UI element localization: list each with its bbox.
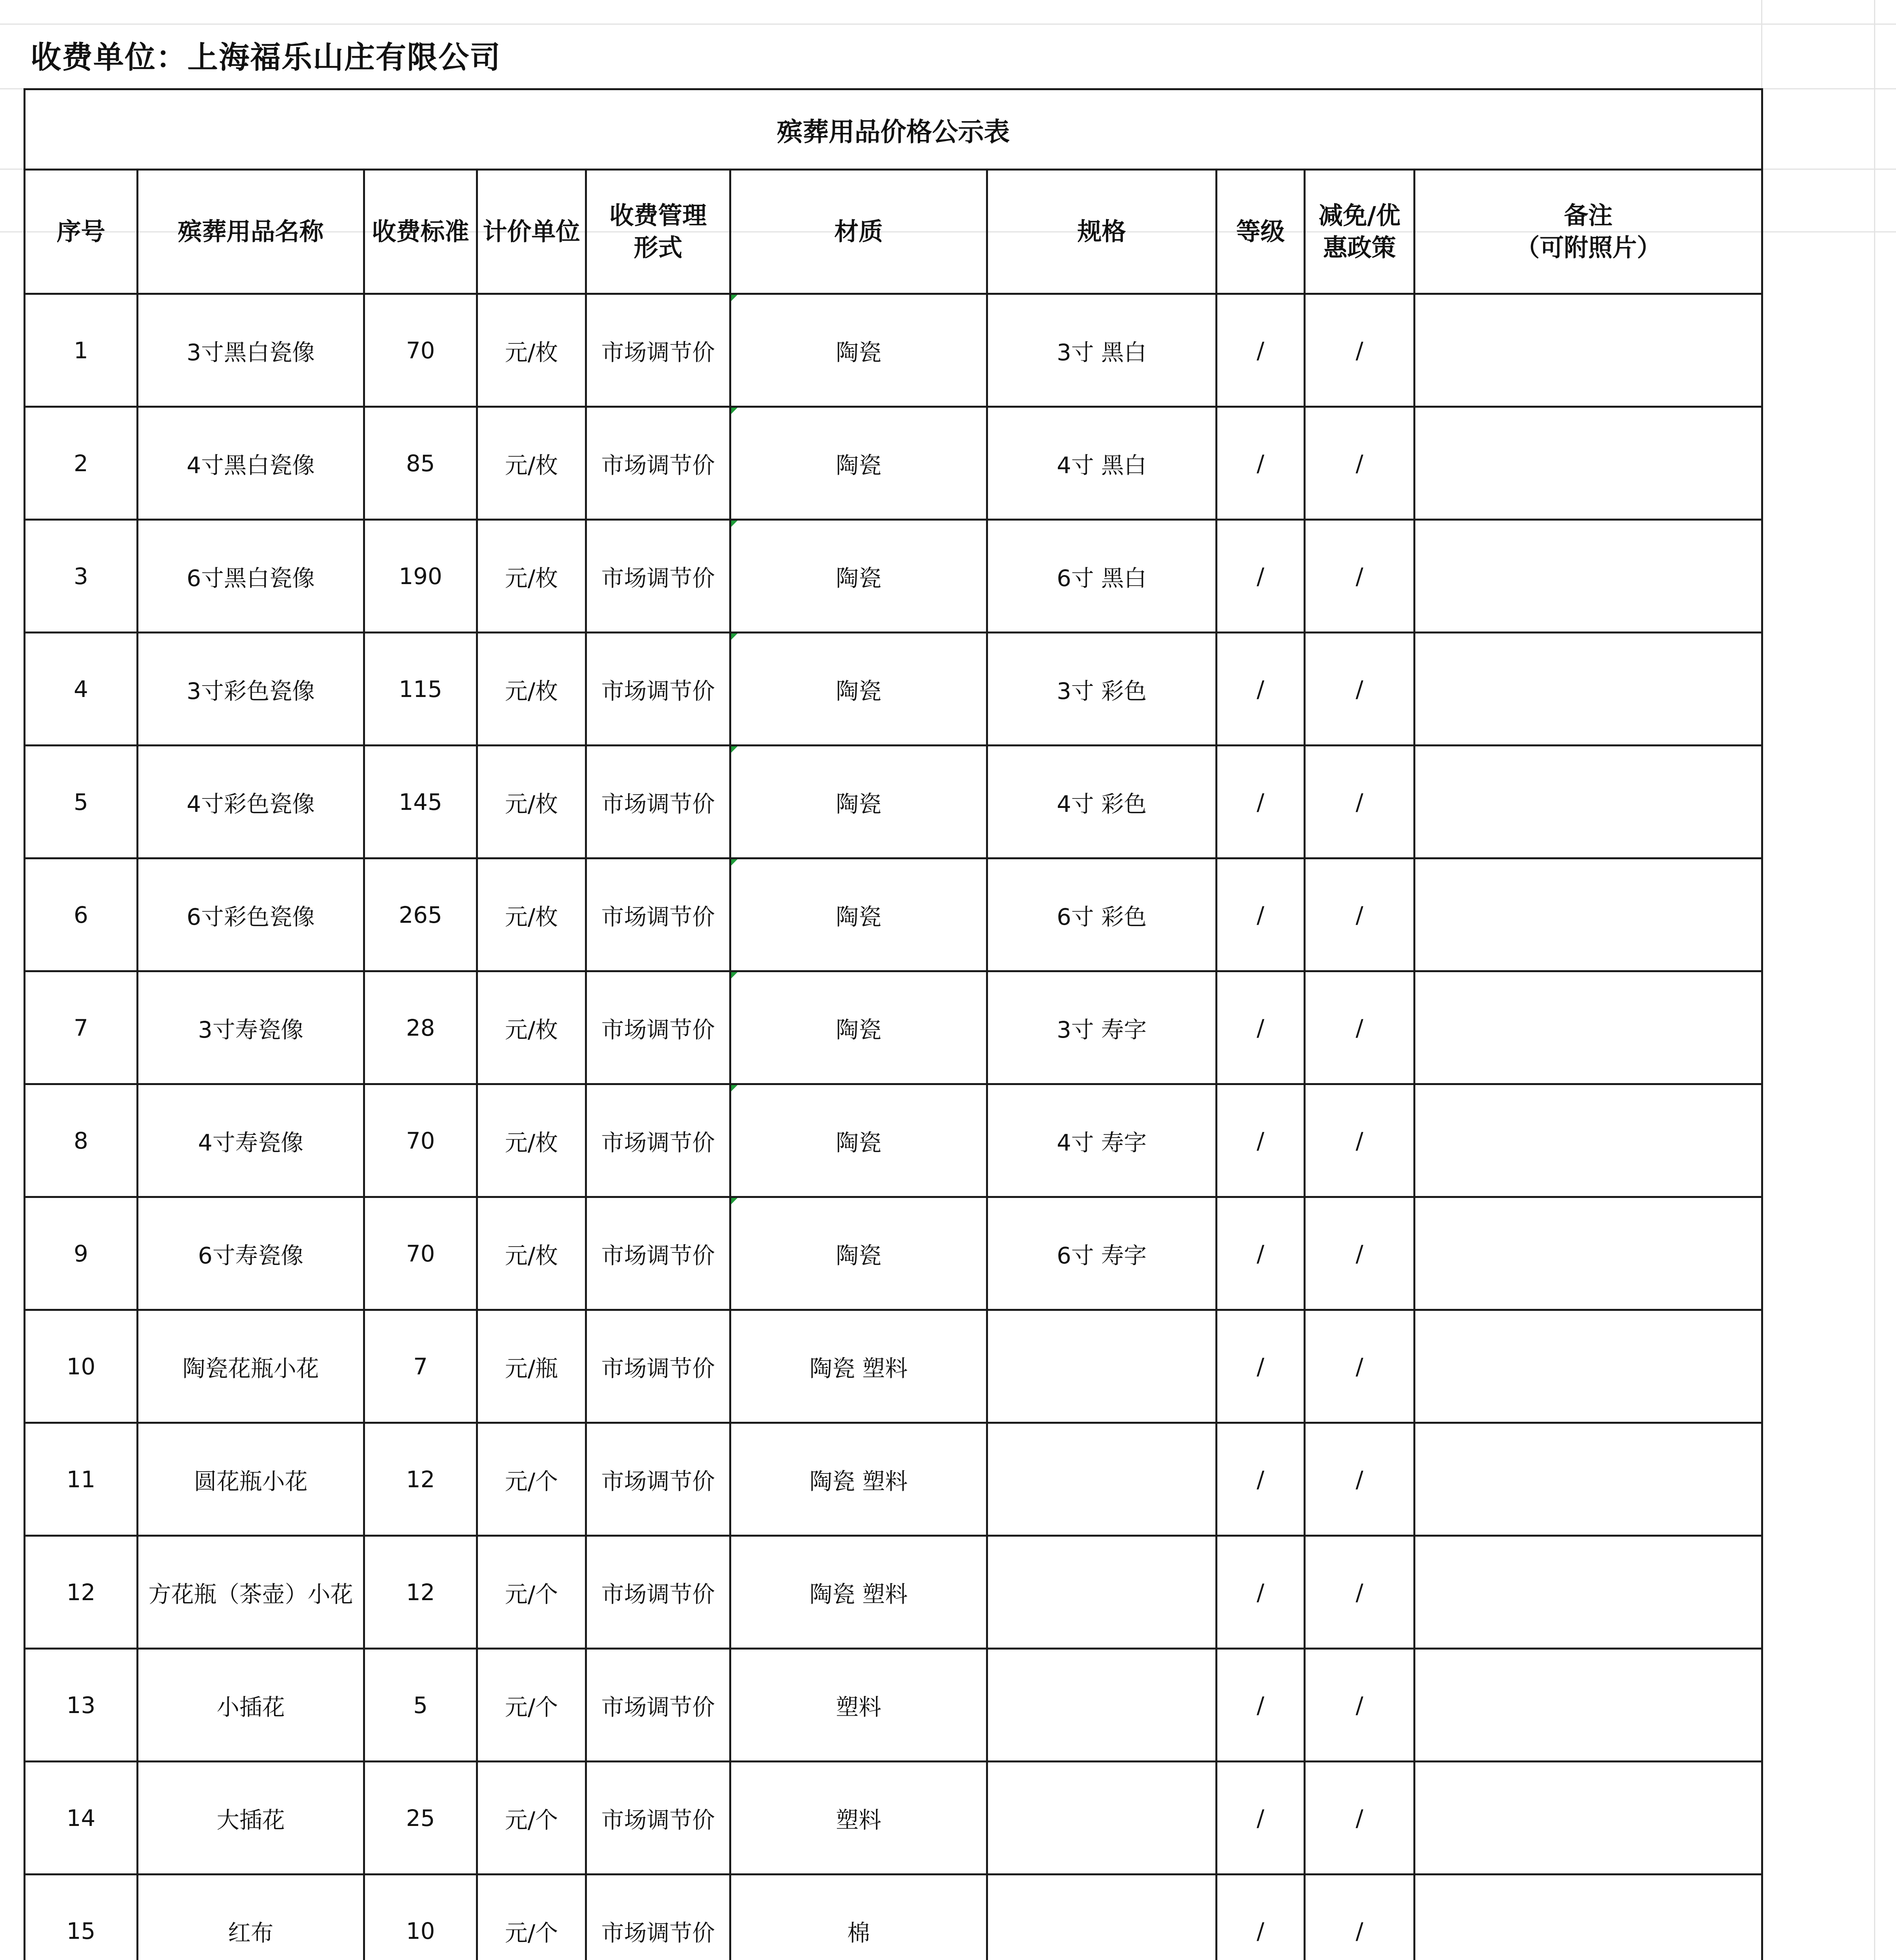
cell-material[interactable]: 陶瓷 塑料	[730, 1310, 987, 1423]
header-spec[interactable]: 规格	[987, 170, 1217, 294]
cell-management[interactable]: 市场调节价	[586, 1084, 730, 1197]
cell-policy[interactable]: /	[1305, 1875, 1415, 1960]
cell-policy[interactable]: /	[1305, 520, 1415, 633]
cell-price[interactable]: 12	[364, 1536, 477, 1649]
cell-unit[interactable]: 元/枚	[477, 1084, 586, 1197]
cell-material[interactable]: 陶瓷	[730, 294, 987, 407]
table-header-row	[25, 170, 1762, 294]
table-row	[25, 746, 1762, 858]
cell-policy[interactable]: /	[1305, 1423, 1415, 1536]
cell-policy[interactable]: /	[1305, 407, 1415, 520]
cell-management[interactable]: 市场调节价	[586, 1875, 730, 1960]
cell-price[interactable]: 265	[364, 858, 477, 971]
cell-name[interactable]: 4寸彩色瓷像	[138, 746, 364, 858]
cell-grade[interactable]: /	[1217, 633, 1305, 746]
cell-remark[interactable]	[1415, 1649, 1762, 1762]
cell-material[interactable]: 陶瓷	[730, 520, 987, 633]
cell-material[interactable]: 陶瓷 塑料	[730, 1423, 987, 1536]
cell-name[interactable]: 4寸寿瓷像	[138, 1084, 364, 1197]
cell-grade[interactable]: /	[1217, 294, 1305, 407]
cell-name[interactable]: 红布	[138, 1875, 364, 1960]
cell-material[interactable]: 陶瓷	[730, 633, 987, 746]
cell-grade[interactable]: /	[1217, 1197, 1305, 1310]
cell-policy[interactable]: /	[1305, 858, 1415, 971]
cell-spec[interactable]: 6寸 彩色	[987, 858, 1217, 971]
cell-name[interactable]: 3寸彩色瓷像	[138, 633, 364, 746]
cell-management[interactable]: 市场调节价	[586, 1197, 730, 1310]
cell-unit[interactable]: 元/个	[477, 1649, 586, 1762]
cell-index[interactable]: 7	[25, 971, 138, 1084]
cell-spec[interactable]: 3寸 黑白	[987, 294, 1217, 407]
header-policy[interactable]	[1305, 170, 1415, 294]
cell-name[interactable]: 方花瓶（茶壶）小花	[138, 1536, 364, 1649]
cell-management[interactable]: 市场调节价	[586, 520, 730, 633]
table-row	[25, 633, 1762, 746]
cell-price[interactable]: 10	[364, 1875, 477, 1960]
header-index[interactable]: 序号	[25, 170, 138, 294]
cell-grade[interactable]: /	[1217, 1875, 1305, 1960]
cell-unit[interactable]: 元/枚	[477, 407, 586, 520]
header-policy-line2: 惠政策	[1323, 233, 1396, 262]
cell-spec[interactable]	[987, 1762, 1217, 1875]
table-row	[25, 971, 1762, 1084]
table-title-row	[25, 89, 1762, 170]
cell-unit[interactable]: 元/枚	[477, 633, 586, 746]
cell-spec[interactable]	[987, 1310, 1217, 1423]
cell-management[interactable]: 市场调节价	[586, 746, 730, 858]
cell-grade[interactable]: /	[1217, 520, 1305, 633]
cell-index[interactable]: 9	[25, 1197, 138, 1310]
cell-remark[interactable]	[1415, 1762, 1762, 1875]
table-row	[25, 1536, 1762, 1649]
cell-material[interactable]: 陶瓷	[730, 971, 987, 1084]
cell-material[interactable]: 塑料	[730, 1649, 987, 1762]
cell-unit[interactable]: 元/枚	[477, 520, 586, 633]
cell-material[interactable]: 陶瓷	[730, 1197, 987, 1310]
cell-remark[interactable]	[1415, 407, 1762, 520]
cell-index[interactable]: 5	[25, 746, 138, 858]
table-row	[25, 1310, 1762, 1423]
cell-index[interactable]: 3	[25, 520, 138, 633]
cell-management[interactable]: 市场调节价	[586, 1310, 730, 1423]
table-title: 殡葬用品价格公示表	[25, 89, 1762, 170]
charging-organization-label: 收费单位：上海福乐山庄有限公司	[31, 40, 501, 75]
cell-name[interactable]: 小插花	[138, 1649, 364, 1762]
cell-index[interactable]: 15	[25, 1875, 138, 1960]
cell-spec[interactable]	[987, 1423, 1217, 1536]
cell-remark[interactable]	[1415, 1536, 1762, 1649]
cell-unit[interactable]: 元/枚	[477, 1197, 586, 1310]
cell-name[interactable]: 4寸黑白瓷像	[138, 407, 364, 520]
cell-spec[interactable]: 4寸 彩色	[987, 746, 1217, 858]
cell-index[interactable]: 11	[25, 1423, 138, 1536]
cell-price[interactable]: 145	[364, 746, 477, 858]
cell-index[interactable]: 12	[25, 1536, 138, 1649]
cell-unit[interactable]: 元/个	[477, 1762, 586, 1875]
cell-material[interactable]: 陶瓷	[730, 1084, 987, 1197]
header-management[interactable]	[586, 170, 730, 294]
table-row	[25, 407, 1762, 520]
cell-unit[interactable]: 元/枚	[477, 294, 586, 407]
header-material[interactable]: 材质	[730, 170, 987, 294]
cell-material[interactable]: 塑料	[730, 1762, 987, 1875]
cell-remark[interactable]	[1415, 633, 1762, 746]
cell-unit[interactable]: 元/个	[477, 1536, 586, 1649]
cell-price[interactable]: 70	[364, 1084, 477, 1197]
cell-price[interactable]: 85	[364, 407, 477, 520]
cell-policy[interactable]: /	[1305, 1310, 1415, 1423]
cell-index[interactable]: 10	[25, 1310, 138, 1423]
cell-spec[interactable]: 4寸 寿字	[987, 1084, 1217, 1197]
cell-remark[interactable]	[1415, 520, 1762, 633]
cell-grade[interactable]: /	[1217, 1649, 1305, 1762]
cell-management[interactable]: 市场调节价	[586, 1649, 730, 1762]
cell-unit[interactable]: 元/枚	[477, 746, 586, 858]
cell-index[interactable]: 6	[25, 858, 138, 971]
header-price[interactable]: 收费标准	[364, 170, 477, 294]
cell-material[interactable]: 陶瓷 塑料	[730, 1536, 987, 1649]
cell-policy[interactable]: /	[1305, 1762, 1415, 1875]
cell-management[interactable]: 市场调节价	[586, 1536, 730, 1649]
cell-grade[interactable]: /	[1217, 1762, 1305, 1875]
cell-index[interactable]: 1	[25, 294, 138, 407]
cell-name[interactable]: 大插花	[138, 1762, 364, 1875]
header-management-line2: 形式	[634, 233, 683, 262]
cell-remark[interactable]	[1415, 1197, 1762, 1310]
cell-remark[interactable]	[1415, 858, 1762, 971]
cell-material[interactable]: 棉	[730, 1875, 987, 1960]
cell-price[interactable]: 190	[364, 520, 477, 633]
cell-spec[interactable]: 6寸 寿字	[987, 1197, 1217, 1310]
table-row	[25, 1197, 1762, 1310]
cell-unit[interactable]: 元/枚	[477, 858, 586, 971]
cell-remark[interactable]	[1415, 746, 1762, 858]
cell-management[interactable]: 市场调节价	[586, 858, 730, 971]
funeral-goods-price-table	[24, 88, 1763, 1960]
cell-policy[interactable]: /	[1305, 1084, 1415, 1197]
cell-unit[interactable]: 元/瓶	[477, 1310, 586, 1423]
cell-name[interactable]: 6寸黑白瓷像	[138, 520, 364, 633]
table-row	[25, 1875, 1762, 1960]
table-row	[25, 1084, 1762, 1197]
cell-index[interactable]: 14	[25, 1762, 138, 1875]
cell-unit[interactable]: 元/枚	[477, 971, 586, 1084]
cell-spec[interactable]: 6寸 黑白	[987, 520, 1217, 633]
cell-management[interactable]: 市场调节价	[586, 1423, 730, 1536]
cell-remark[interactable]	[1415, 1310, 1762, 1423]
cell-price[interactable]: 28	[364, 971, 477, 1084]
cell-price[interactable]: 25	[364, 1762, 477, 1875]
cell-spec[interactable]: 4寸 黑白	[987, 407, 1217, 520]
cell-index[interactable]: 8	[25, 1084, 138, 1197]
cell-policy[interactable]: /	[1305, 971, 1415, 1084]
cell-grade[interactable]: /	[1217, 858, 1305, 971]
cell-name[interactable]: 6寸寿瓷像	[138, 1197, 364, 1310]
cell-index[interactable]: 2	[25, 407, 138, 520]
cell-management[interactable]: 市场调节价	[586, 633, 730, 746]
cell-grade[interactable]: /	[1217, 971, 1305, 1084]
header-name[interactable]: 殡葬用品名称	[138, 170, 364, 294]
table-row	[25, 1423, 1762, 1536]
cell-remark[interactable]	[1415, 971, 1762, 1084]
sheet-gridline	[0, 24, 1896, 25]
cell-index[interactable]: 4	[25, 633, 138, 746]
header-remark[interactable]	[1415, 170, 1762, 294]
cell-price[interactable]: 70	[364, 294, 477, 407]
cell-management[interactable]: 市场调节价	[586, 294, 730, 407]
cell-name[interactable]: 6寸彩色瓷像	[138, 858, 364, 971]
cell-grade[interactable]: /	[1217, 407, 1305, 520]
cell-price[interactable]: 5	[364, 1649, 477, 1762]
cell-spec[interactable]	[987, 1875, 1217, 1960]
cell-name[interactable]: 3寸寿瓷像	[138, 971, 364, 1084]
cell-unit[interactable]: 元/个	[477, 1875, 586, 1960]
table-row	[25, 520, 1762, 633]
header-management-line1: 收费管理	[609, 201, 707, 230]
cell-policy[interactable]: /	[1305, 294, 1415, 407]
cell-price[interactable]: 7	[364, 1310, 477, 1423]
cell-name[interactable]: 陶瓷花瓶小花	[138, 1310, 364, 1423]
cell-unit[interactable]: 元/个	[477, 1423, 586, 1536]
cell-spec[interactable]	[987, 1649, 1217, 1762]
header-grade[interactable]: 等级	[1217, 170, 1305, 294]
cell-management[interactable]: 市场调节价	[586, 1762, 730, 1875]
cell-material[interactable]: 陶瓷	[730, 858, 987, 971]
sheet-gridline	[1874, 0, 1875, 1960]
cell-material[interactable]: 陶瓷	[730, 407, 987, 520]
cell-spec[interactable]	[987, 1536, 1217, 1649]
cell-grade[interactable]: /	[1217, 1084, 1305, 1197]
cell-grade[interactable]: /	[1217, 1423, 1305, 1536]
cell-remark[interactable]	[1415, 1423, 1762, 1536]
cell-grade[interactable]: /	[1217, 1310, 1305, 1423]
cell-policy[interactable]: /	[1305, 1649, 1415, 1762]
cell-remark[interactable]	[1415, 294, 1762, 407]
table-row	[25, 858, 1762, 971]
cell-material[interactable]: 陶瓷	[730, 746, 987, 858]
header-remark-line2: （可附照片）	[1515, 233, 1662, 262]
table-row	[25, 1649, 1762, 1762]
cell-grade[interactable]: /	[1217, 1536, 1305, 1649]
table-row	[25, 1762, 1762, 1875]
cell-price[interactable]: 12	[364, 1423, 477, 1536]
header-policy-line1: 减免/优	[1318, 201, 1400, 230]
header-unit[interactable]: 计价单位	[477, 170, 586, 294]
cell-index[interactable]: 13	[25, 1649, 138, 1762]
cell-name[interactable]: 3寸黑白瓷像	[138, 294, 364, 407]
cell-policy[interactable]: /	[1305, 1197, 1415, 1310]
cell-spec[interactable]: 3寸 彩色	[987, 633, 1217, 746]
table-row	[25, 294, 1762, 407]
cell-remark[interactable]	[1415, 1875, 1762, 1960]
cell-policy[interactable]: /	[1305, 633, 1415, 746]
cell-policy[interactable]: /	[1305, 746, 1415, 858]
cell-spec[interactable]: 3寸 寿字	[987, 971, 1217, 1084]
cell-management[interactable]: 市场调节价	[586, 971, 730, 1084]
cell-price[interactable]: 70	[364, 1197, 477, 1310]
cell-management[interactable]: 市场调节价	[586, 407, 730, 520]
header-remark-line1: 备注	[1564, 201, 1613, 230]
cell-price[interactable]: 115	[364, 633, 477, 746]
cell-grade[interactable]: /	[1217, 746, 1305, 858]
cell-policy[interactable]: /	[1305, 1536, 1415, 1649]
cell-remark[interactable]	[1415, 1084, 1762, 1197]
cell-name[interactable]: 圆花瓶小花	[138, 1423, 364, 1536]
